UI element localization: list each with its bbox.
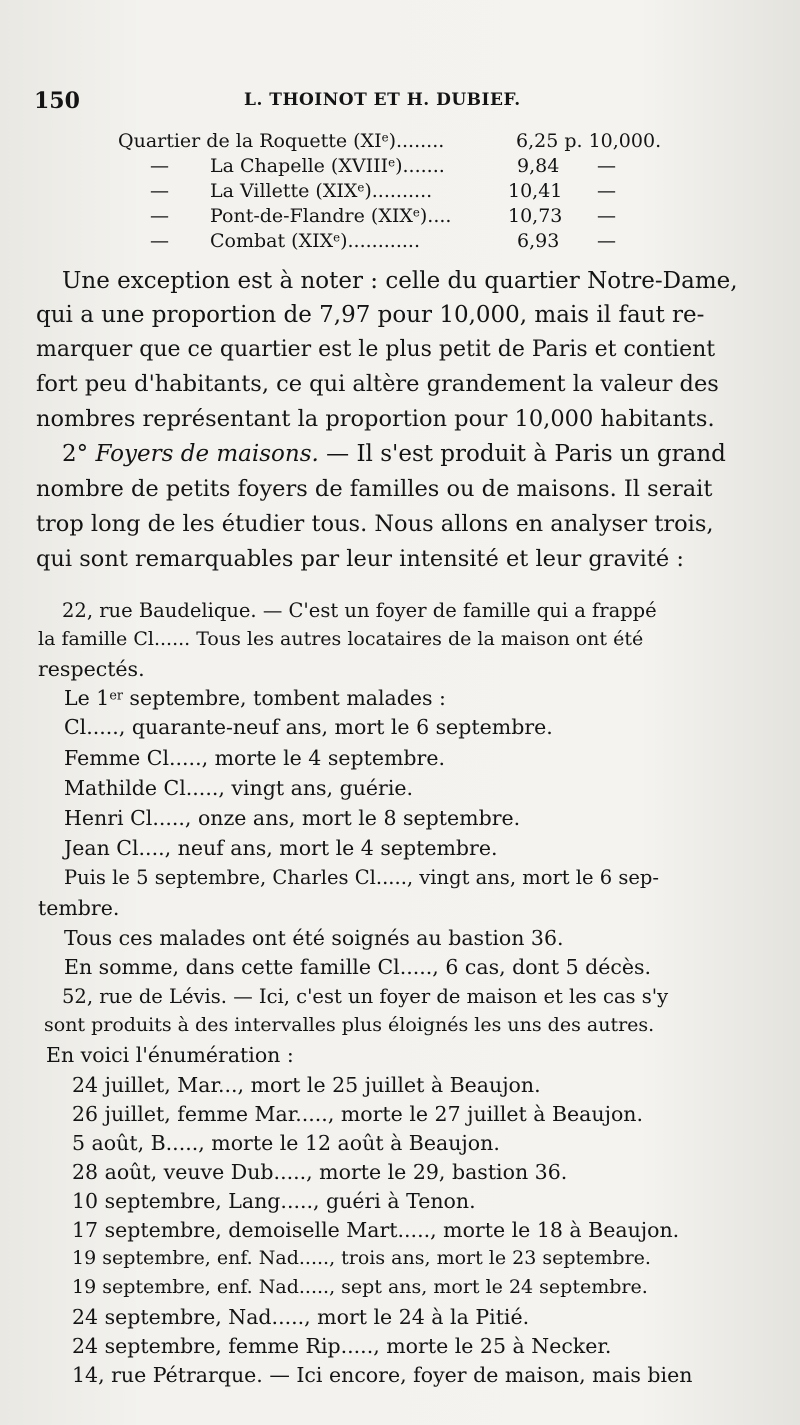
text-line: Henri Cl....., onze ans, mort le 8 septembre. — [64, 806, 521, 830]
text-line: Jean Cl...., neuf ans, mort le 4 septembre. — [64, 836, 498, 860]
district-name: Pont-de-Flandre (XIX — [210, 205, 413, 227]
ditto-dash: — — [597, 205, 616, 227]
text-line: respectés. — [38, 657, 145, 681]
text-line: En somme, dans cette famille Cl....., 6 cas, dont 5 décès. — [64, 955, 652, 979]
rate-value: 9,84 — [517, 155, 560, 177]
ditto-dash: — — [597, 180, 616, 202]
ditto-dash: — — [150, 180, 169, 202]
text-line: Cl....., quarante-neuf ans, mort le 6 septembre. — [64, 715, 553, 739]
text-line: Une exception est à noter : celle du quartier Notre-Dame, — [62, 268, 738, 294]
text-line: 52, rue de Lévis. — Ici, c'est un foyer de maison et les cas s'y — [62, 985, 669, 1008]
ditto-dash: — — [597, 230, 616, 252]
ditto-dash: — — [597, 155, 616, 177]
text-line: la famille Cl...... Tous les autres locataires de la maison ont été — [38, 628, 644, 650]
text-line: tembre. — [38, 896, 120, 920]
text-line: 5 août, B....., morte le 12 août à Beaujon. — [72, 1131, 500, 1155]
section-heading: Foyers de maisons. — [95, 441, 319, 467]
page-number: 150 — [34, 88, 80, 114]
text-line: 14, rue Pétrarque. — Ici encore, foyer de maison, mais bien — [72, 1363, 693, 1387]
text-line: fort peu d'habitants, ce qui altère grandement la valeur des — [36, 371, 719, 397]
table-row: — Combat (XIXe)............ 6,93 — — [150, 230, 616, 252]
text-line: trop long de les étudier tous. Nous allons en analyser trois, — [36, 511, 714, 537]
text-line: Mathilde Cl....., vingt ans, guérie. — [64, 776, 414, 800]
text-line: 19 septembre, enf. Nad....., trois ans, mort le 23 septembre. — [72, 1247, 651, 1269]
text-line: 24 juillet, Mar..., mort le 25 juillet à Beaujon. — [72, 1073, 541, 1097]
text-line: 28 août, veuve Dub....., morte le 29, bastion 36. — [72, 1160, 568, 1184]
district-name: La Chapelle (XVIII — [210, 155, 389, 177]
rate-value: 10,73 — [508, 205, 563, 227]
ditto-dash: — — [150, 230, 169, 252]
table-row: Quartier de la Roquette (XIe)........ 6,25 p. 10,000. — [118, 130, 662, 152]
table-row: — La Chapelle (XVIIIe)....... 9,84 — — [150, 155, 616, 177]
text-line: sont produits à des intervalles plus éloignés les uns des autres. — [44, 1014, 655, 1036]
text-line: 22, rue Baudelique. — C'est un foyer de famille qui a frappé — [62, 599, 657, 622]
text-line: 19 septembre, enf. Nad....., sept ans, mort le 24 septembre. — [72, 1276, 648, 1298]
text-line: Tous ces malades ont été soignés au bastion 36. — [64, 926, 564, 950]
district-name: Combat (XIX — [210, 230, 334, 252]
text-line: 2° Foyers de maisons. — Il s'est produit à Paris un grand — [62, 441, 726, 467]
text-line: 24 septembre, Nad....., mort le 24 à la Pitié. — [72, 1305, 530, 1329]
text-line: 24 septembre, femme Rip....., morte le 25 à Necker. — [72, 1334, 612, 1358]
text-line: nombre de petits foyers de familles ou de maisons. Il serait — [36, 476, 713, 502]
text-line: 17 septembre, demoiselle Mart....., morte le 18 à Beaujon. — [72, 1218, 680, 1242]
text-line: 26 juillet, femme Mar....., morte le 27 juillet à Beaujon. — [72, 1102, 644, 1126]
rate-value: 10,41 — [508, 180, 563, 202]
text-line: Le 1er septembre, tombent malades : — [64, 686, 446, 710]
table-row: — La Villette (XIXe).......... 10,41 — — [150, 180, 616, 202]
district-name: Quartier de la Roquette (XI — [118, 130, 382, 152]
text-line: Femme Cl....., morte le 4 septembre. — [64, 746, 446, 770]
table-row: — Pont-de-Flandre (XIXe).... 10,73 — — [150, 205, 616, 227]
rate-value: 6,25 p. 10,000. — [516, 130, 662, 152]
district-name: La Villette (XIX — [210, 180, 358, 202]
text-line: marquer que ce quartier est le plus petit de Paris et contient — [36, 337, 716, 362]
text-line: nombres représentant la proportion pour 10,000 habitants. — [36, 406, 715, 432]
text-line: 10 septembre, Lang....., guéri à Tenon. — [72, 1189, 476, 1213]
text-line: Puis le 5 septembre, Charles Cl....., vingt ans, mort le 6 sep- — [64, 866, 659, 889]
text-line: qui a une proportion de 7,97 pour 10,000, mais il faut re- — [36, 302, 705, 328]
rate-value: 6,93 — [517, 230, 560, 252]
text-line: qui sont remarquables par leur intensité et leur gravité : — [36, 546, 684, 572]
ditto-dash: — — [150, 205, 169, 227]
ditto-dash: — — [150, 155, 169, 177]
running-title: L. THOINOT ET H. DUBIEF. — [244, 90, 521, 110]
text-line: En voici l'énumération : — [46, 1043, 294, 1067]
